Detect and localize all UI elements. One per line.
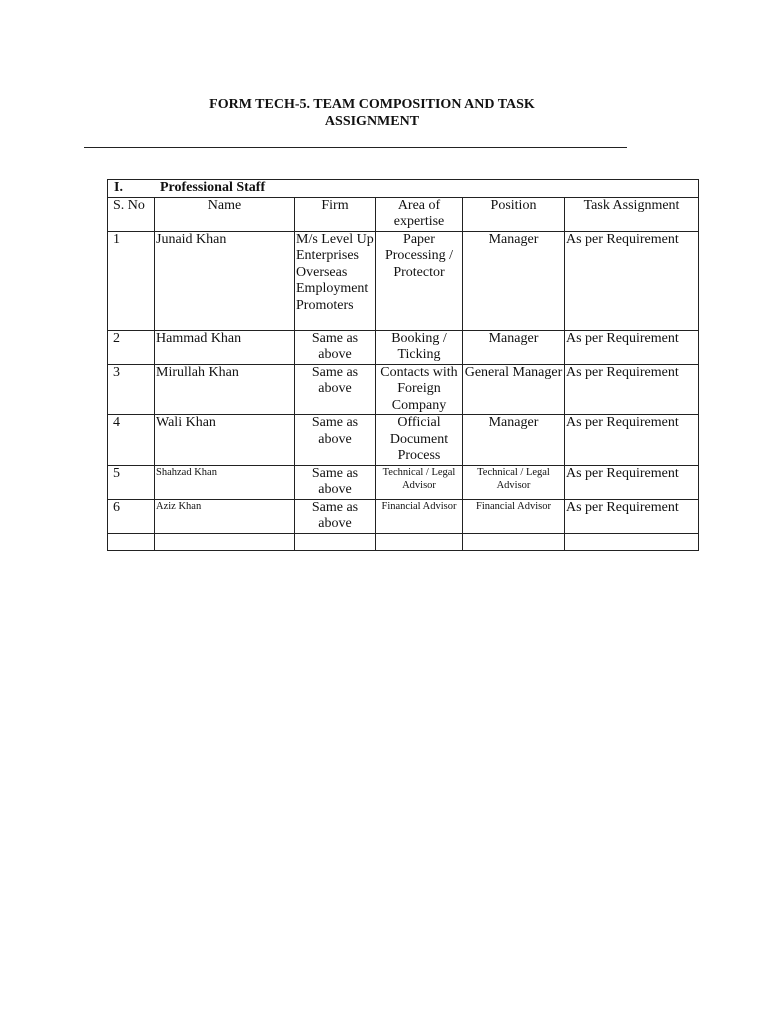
cell-firm: M/s Level Up Enterprises Overseas Employment Promoters <box>295 231 376 330</box>
cell-sno: 2 <box>108 330 155 364</box>
empty-table-row <box>108 533 699 550</box>
empty-cell <box>565 533 699 550</box>
cell-area: Paper Processing / Protector <box>376 231 463 330</box>
cell-area: Booking / Ticking <box>376 330 463 364</box>
header-sno: S. No <box>108 197 155 231</box>
cell-firm: Same as above <box>295 499 376 533</box>
cell-sno: 4 <box>108 415 155 466</box>
form-title-line-2: ASSIGNMENT <box>324 114 420 129</box>
cell-name: Shahzad Khan <box>155 465 295 499</box>
cell-position: Manager <box>463 415 565 466</box>
cell-firm: Same as above <box>295 330 376 364</box>
cell-name: Aziz Khan <box>155 499 295 533</box>
cell-position: Manager <box>463 330 565 364</box>
cell-task: As per Requirement <box>565 415 699 466</box>
title-underline-rule <box>84 147 627 148</box>
cell-firm: Same as above <box>295 465 376 499</box>
cell-firm: Same as above <box>295 415 376 466</box>
section-header-cell <box>108 180 699 198</box>
cell-sno: 5 <box>108 465 155 499</box>
table-row <box>108 231 699 330</box>
section-header-row <box>108 180 699 198</box>
section-number: I. <box>114 180 123 195</box>
cell-firm: Same as above <box>295 364 376 415</box>
header-position: Position <box>463 197 565 231</box>
header-firm: Firm <box>295 197 376 231</box>
cell-name: Mirullah Khan <box>155 364 295 415</box>
cell-task: As per Requirement <box>565 499 699 533</box>
empty-cell <box>463 533 565 550</box>
header-area-of-expertise: Area of expertise <box>376 197 463 231</box>
cell-sno: 3 <box>108 364 155 415</box>
table-row <box>108 330 699 364</box>
section-label: Professional Staff <box>160 180 266 195</box>
cell-position: Technical / Legal Advisor <box>463 465 565 499</box>
cell-task: As per Requirement <box>565 465 699 499</box>
cell-area: Contacts with Foreign Company <box>376 364 463 415</box>
cell-task: As per Requirement <box>565 330 699 364</box>
cell-name: Junaid Khan <box>155 231 295 330</box>
cell-sno: 1 <box>108 231 155 330</box>
table-row <box>108 465 699 499</box>
table-row <box>108 499 699 533</box>
team-composition-table <box>107 179 699 551</box>
header-name: Name <box>155 197 295 231</box>
cell-task: As per Requirement <box>565 364 699 415</box>
table-row <box>108 415 699 466</box>
cell-area: Financial Advisor <box>376 499 463 533</box>
header-task-assignment: Task Assignment <box>565 197 699 231</box>
cell-position: Manager <box>463 231 565 330</box>
cell-sno: 6 <box>108 499 155 533</box>
form-title-line-1: FORM TECH-5. TEAM COMPOSITION AND TASK <box>209 97 535 112</box>
table-row <box>108 364 699 415</box>
cell-area: Official Document Process <box>376 415 463 466</box>
column-header-row <box>108 197 699 231</box>
cell-area: Technical / Legal Advisor <box>376 465 463 499</box>
cell-position: Financial Advisor <box>463 499 565 533</box>
cell-task: As per Requirement <box>565 231 699 330</box>
cell-position: General Manager <box>463 364 565 415</box>
empty-cell <box>108 533 155 550</box>
empty-cell <box>376 533 463 550</box>
cell-name: Wali Khan <box>155 415 295 466</box>
cell-name: Hammad Khan <box>155 330 295 364</box>
empty-cell <box>295 533 376 550</box>
empty-cell <box>155 533 295 550</box>
